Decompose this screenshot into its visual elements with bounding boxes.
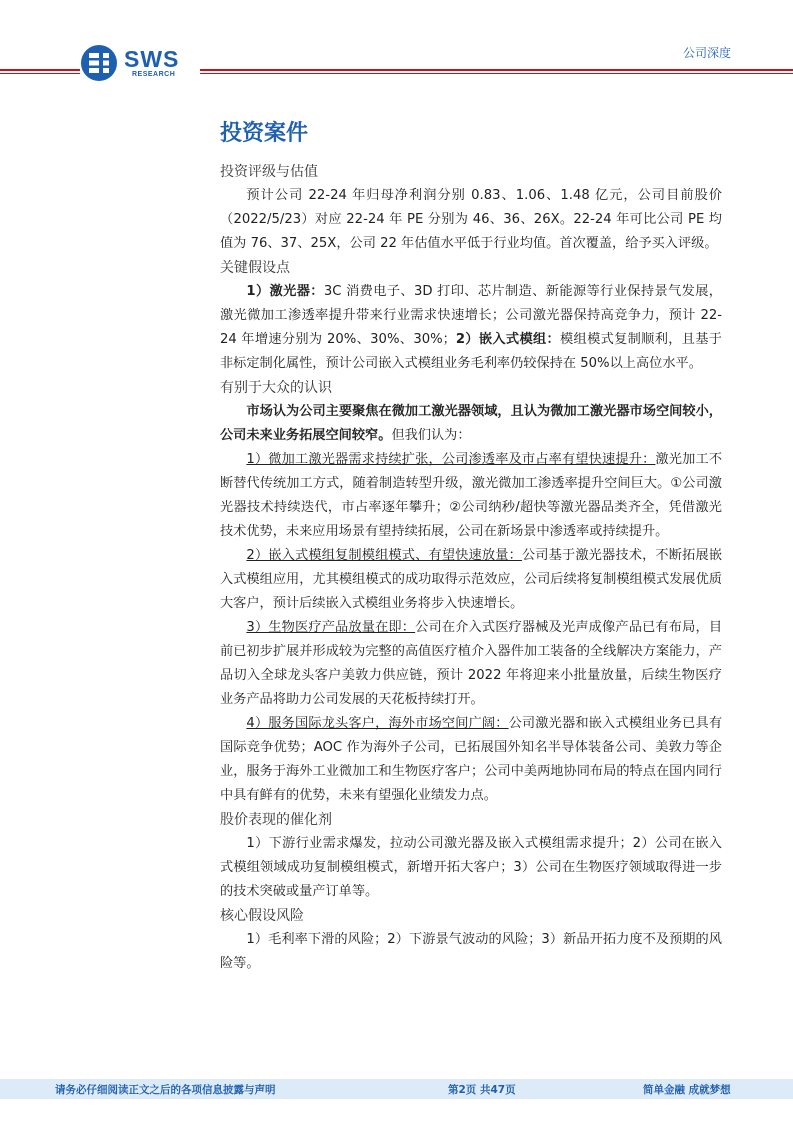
view-point-4-text: 公司激光器和嵌入式模组业务已具有国际竞争优势；AOC 作为海外子公司，已拓展国外知名半导体装备公司、美敦力等企业，服务于海外工业微加工和生物医疗客户；公司中美两地协同布局的特点在国内同行中具有鲜有的优势，未来有望强化业绩发力点。 [220, 716, 723, 803]
header-divider-left-thin [0, 73, 80, 74]
assumption-module-text: 模组模式复制顺利，且基于非标定制化属性，预计公司嵌入式模组业务毛利率仍较保持在 50%以上高位水平。 [220, 332, 722, 371]
view-point-2 [220, 544, 722, 616]
view-point-2-text: 公司基于激光器技术，不断拓展嵌入式模组应用，尤其模组模式的成功取得示范效应，公司后续将复制模组模式发展优质大客户，预计后续嵌入式模组业务将步入快速增长。 [220, 548, 723, 611]
section-heading-catalysts: 股价表现的催化剂 [220, 812, 332, 828]
differentiated-intro [220, 400, 722, 448]
page-title: 投资案件 [220, 121, 309, 146]
view-point-1 [220, 448, 722, 544]
footer-disclaimer: 请务必仔细阅读正文之后的各项信息披露与声明 [55, 1084, 276, 1096]
view-point-4 [220, 712, 722, 808]
section-heading-risks: 核心假设风险 [220, 908, 304, 924]
report-category: 公司深度 [682, 46, 731, 60]
footer-page-number: 第2页 共47页 [448, 1084, 516, 1096]
header-divider-right-thin [200, 73, 793, 74]
assumptions-paragraph [220, 280, 722, 376]
view-point-1-text: 激光加工不断替代传统加工方式，随着制造转型升级，激光微加工渗透率提升空间巨大。①公司激光器技术持续迭代，市占率逐年攀升；②公司纳秒/超快等激光器品类齐全，凭借激光技术优势，未来应用场景有望持续拓展，公司在新场景中渗透率或持续提升。 [220, 452, 723, 539]
sws-logo-icon [80, 44, 118, 82]
risks-paragraph: 1）毛利率下滑的风险；2）下游景气波动的风险；3）新品开拓力度不及预期的风险等。 [220, 932, 722, 971]
logo-wordmark: SWS [124, 45, 180, 72]
section-heading-valuation: 投资评级与估值 [220, 164, 318, 180]
assumption-laser-label: 1）激光器： [246, 284, 324, 299]
logo-subtitle: RESEARCH [132, 70, 176, 78]
view-point-3-text: 公司在介入式医疗器械及光声成像产品已有布局，目前已初步扩展并形成较为完整的高值医疗植介入器件加工装备的全线解决方案能力，产品切入全球龙头客户美敦力供应链，预计 2022 年将迎来小批量放量，后续生物医疗业务产品将助力公司发展的天花板持续打开。 [220, 620, 723, 707]
section-heading-differentiated-view: 有别于大众的认识 [220, 380, 332, 396]
header-divider-right [200, 69, 793, 71]
view-point-1-heading: 1）微加工激光器需求持续扩张，公司渗透率及市占率有望快速提升： [246, 452, 656, 467]
our-view-text: 但我们认为： [391, 428, 471, 443]
page-header [0, 0, 793, 90]
footer-slogan: 简单金融 成就梦想 [643, 1084, 731, 1096]
view-point-2-heading: 2）嵌入式模组复制模组模式、有望快速放量： [246, 548, 522, 563]
assumption-module-label: 2）嵌入式模组： [455, 332, 561, 347]
catalysts-paragraph: 1）下游行业需求爆发，拉动公司激光器及嵌入式模组需求提升；2）公司在嵌入式模组领域成功复制模组模式，新增开拓大客户；3）公司在生物医疗领域取得进一步的技术突破或量产订单等。 [220, 836, 722, 899]
sws-logo [80, 44, 179, 82]
market-view-text: 市场认为公司主要聚焦在微加工激光器领域，且认为微加工激光器市场空间较小，公司未来业务拓展空间较窄。 [220, 404, 722, 443]
view-point-3-heading: 3）生物医疗产品放量在即： [246, 620, 416, 635]
page-footer [0, 1079, 793, 1099]
report-body [220, 118, 722, 976]
section-heading-assumptions: 关键假设点 [220, 260, 290, 276]
assumption-laser-text: 3C 消费电子、3D 打印、芯片制造、新能源等行业保持景气发展，激光微加工渗透率提升带来行业需求快速增长；公司激光器保持高竞争力，预计 22-24 年增速分别为 20%、30%、30%； [220, 284, 722, 347]
view-point-4-heading: 4）服务国际龙头客户，海外市场空间广阔： [246, 716, 509, 731]
header-divider-left [0, 69, 80, 71]
valuation-paragraph: 预计公司 22-24 年归母净利润分别 0.83、1.06、1.48 亿元，公司目前股价（2022/5/23）对应 22-24 年 PE 分别为 46、36、26X。22-24 年可比公司 PE 均值为 76、37、25X，公司 22 年估值水平低于行业均值。首次覆盖，给予买入评级。 [220, 188, 722, 251]
view-point-3 [220, 616, 722, 712]
